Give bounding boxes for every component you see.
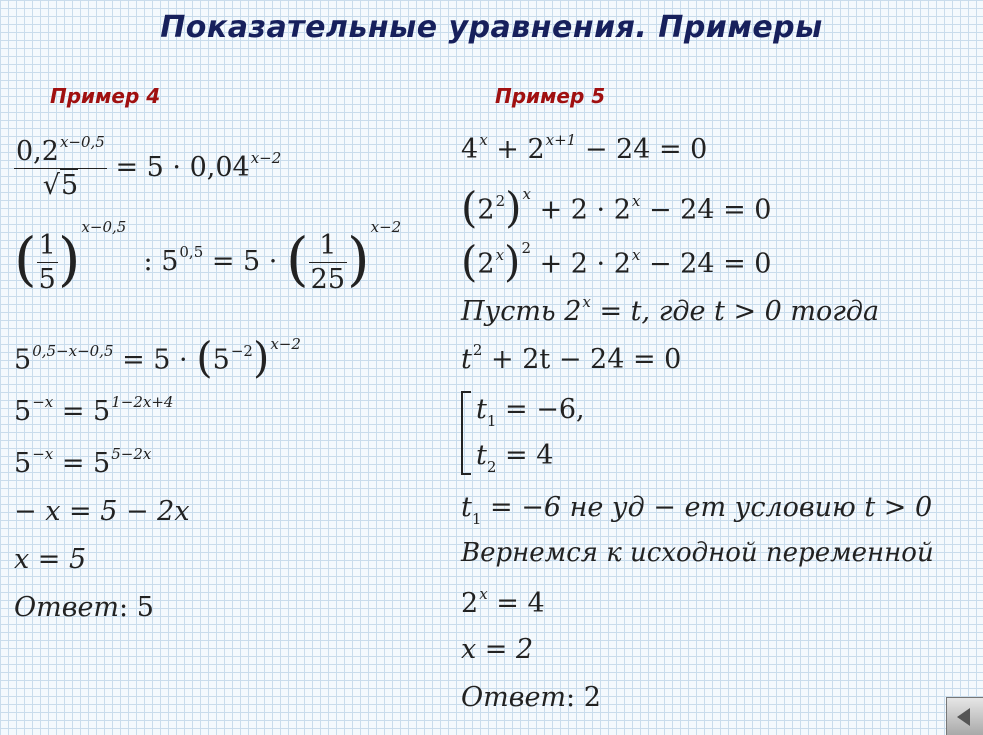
- ex5-line-11: x = 2: [461, 634, 534, 665]
- example-5-heading: Пример 5: [495, 84, 606, 108]
- ex4-line-4: $5^{-x} = 5^{1-2x+4}$: [14, 393, 174, 427]
- example-4-heading: Пример 4: [50, 84, 161, 108]
- ex5-line-9: Вернемся к исходной переменной: [461, 538, 934, 568]
- ex5-line-8: $t_1 = -6$ не уд − ет условию t > 0: [461, 492, 933, 528]
- ex4-answer: Ответ: 5: [14, 592, 154, 623]
- ex4-line-3: $5^{0,5-x-0,5} = 5 \cdot (5^{-2})^{x-2}$: [14, 333, 301, 382]
- ex4-line-6: − x = 5 − 2x: [14, 496, 190, 527]
- ex5-line-1: $4^x + 2^{x+1} - 24 = 0$: [461, 131, 708, 165]
- ex5-line-5: $t^2 + 2t - 24 = 0$: [461, 341, 682, 375]
- ex4-line-5: $5^{-x} = 5^{5-2x}$: [14, 445, 152, 479]
- ex5-line-4: Пусть 2$^x$ = t, где t > 0 тогда: [461, 293, 880, 327]
- fraction: $\frac{0,2^{x-0,5}}{√5}$: [16, 133, 105, 201]
- ex5-line-10: 2$^x$ = 4: [461, 585, 545, 619]
- system-bracket: [461, 391, 471, 475]
- ex5-line-7: $t_2 = 4$: [476, 440, 554, 476]
- ex5-line-3: $(2^x)^2 + 2 \cdot 2^x - 24 = 0$: [461, 237, 772, 286]
- slide-title: Показательные уравнения. Примеры: [160, 10, 823, 45]
- back-arrow-icon: [957, 708, 970, 726]
- back-button[interactable]: [946, 697, 983, 735]
- ex4-line-7: x = 5: [14, 544, 87, 575]
- ex4-line-1: $\frac{0,2^{x-0,5}}{√5}$ = $5 \cdot 0,04^{x-2}$: [16, 133, 282, 201]
- ex5-line-6: $t_1 = -6$,: [476, 394, 585, 430]
- ex5-line-2: $(2^2)^x + 2 \cdot 2^x - 24 = 0$: [461, 183, 772, 232]
- ex5-answer: Ответ: 2: [461, 682, 601, 713]
- ex4-line-2: ( $\frac{1}{5}$ )$^{x-0,5}$ : 5$^{0,5}$ = 5 · ( $\frac{1}{25}$ )$^{x-2}$: [14, 218, 402, 295]
